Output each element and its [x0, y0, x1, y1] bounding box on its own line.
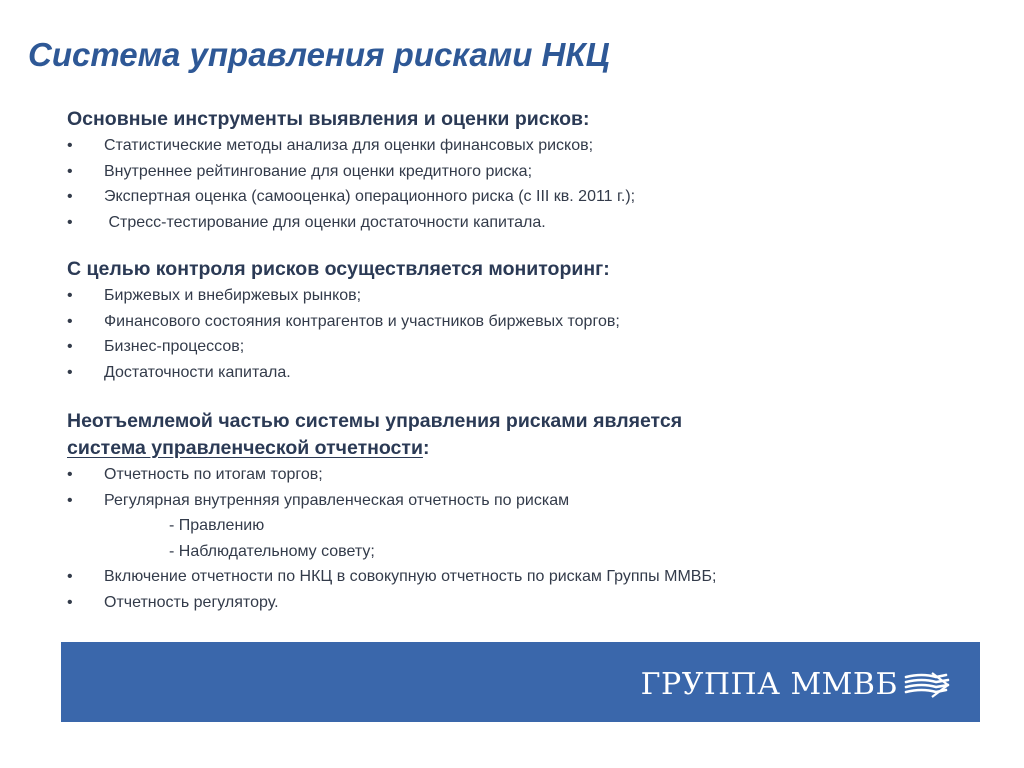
section-heading-tools: Основные инструменты выявления и оценки рисков: [67, 108, 590, 130]
bullet: • [67, 312, 73, 330]
bullet: • [67, 593, 73, 611]
list-item: • Регулярная внутренняя управленческая отчетность по рискам [67, 488, 967, 514]
monitoring-list [67, 283, 967, 385]
list-item: • Отчетность по итогам торгов; [67, 462, 967, 488]
reporting-list [67, 462, 967, 615]
list-item: • Включение отчетности по НКЦ в совокупную отчетность по рискам Группы ММВБ; [67, 564, 967, 590]
list-item: • Экспертная оценка (самооценка) операционного риска (с III кв. 2011 г.); [67, 184, 967, 210]
section-heading-monitoring: С целью контроля рисков осуществляется мониторинг: [67, 258, 610, 280]
list-item: • Бизнес-процессов; [67, 334, 967, 360]
footer-banner [61, 642, 980, 722]
bullet: • [67, 363, 73, 381]
tools-list [67, 133, 967, 235]
bullet: • [67, 287, 73, 304]
sub-list-item: - Наблюдательному совету; [169, 542, 375, 560]
reporting-system-underlined: система управленческой отчетности [67, 437, 423, 459]
list-item: • Внутреннее рейтингование для оценки кредитного риска; [67, 159, 967, 185]
bullet: • [67, 188, 73, 205]
bullet: • [67, 466, 73, 483]
page-title: Система управления рисками НКЦ [28, 36, 610, 73]
bullet: • [67, 162, 73, 180]
list-item: • Статистические методы анализа для оценки финансовых рисков; [67, 133, 967, 159]
list-item: • Стресс-тестирование для оценки достаточности капитала. [67, 210, 967, 236]
bullet: • [67, 213, 73, 231]
list-item: • Биржевых и внебиржевых рынков; [67, 283, 967, 309]
list-item: • Достаточности капитала. [67, 360, 967, 386]
list-item: • Финансового состояния контрагентов и участников биржевых торгов; [67, 309, 967, 335]
section-heading-reporting: Неотъемлемой частью системы управления рисками является система управленческой отчетности: [67, 410, 683, 459]
sub-list-item: - Правлению [169, 517, 265, 534]
logo-text: ГРУППА ММВБ [640, 667, 898, 702]
mmvb-wing-icon [902, 671, 950, 699]
list-item: • Отчетность регулятору. [67, 590, 967, 616]
main-content [67, 106, 967, 615]
mmvb-logo [641, 668, 950, 702]
bullet: • [67, 491, 73, 509]
bullet: • [67, 338, 73, 355]
bullet: • [67, 137, 73, 154]
bullet: • [67, 568, 73, 585]
